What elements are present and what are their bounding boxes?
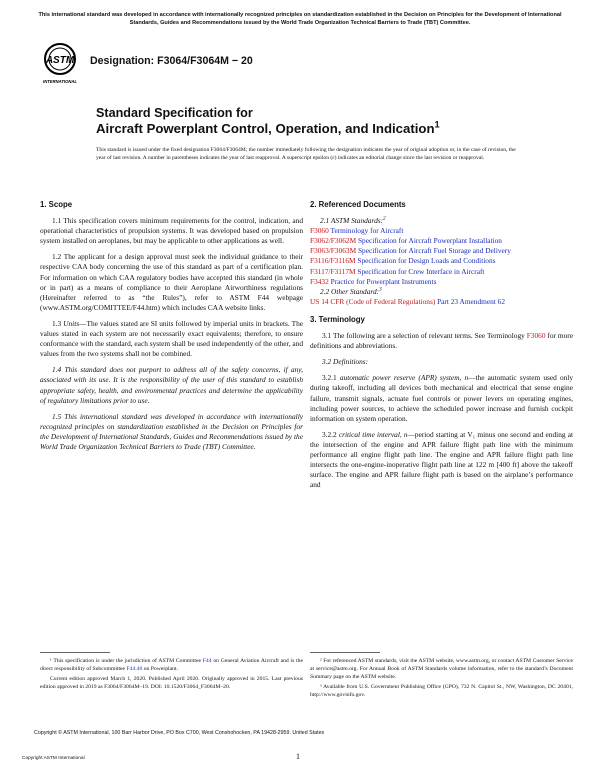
footnote-divider [40,652,110,653]
title-block [96,106,556,137]
designation: Designation: F3064/F3064M − 20 [90,55,253,67]
ref-code[interactable]: F3062/F3062M [310,236,357,246]
def-text: —period starting at V₁ minus one second and ending at the intersection of the engine and APR failure flight path line with the minimum performance all engine flight path line. The engine and APR failure flight path line intersects the one-engine-inoperative flight path line at 122 m [400 ft] above the takeoff surface. The engine and APR failure flight path is based on the airplane’s performance and [310,429,573,490]
refs-heading: 2. Referenced Documents [310,200,406,209]
astm-standards-sup: 2 [383,215,386,222]
fn1-b: on General Aviation Aircraft and is the direct responsibility of Subcommittee [40,658,303,672]
ref-item[interactable] [310,226,573,236]
footnotes-right [310,652,573,701]
copyright-left: Copyright ASTM International [22,756,85,761]
issued-note: This standard is issued under the fixed designation F3064/F3064M; the number immediately following the designation indicates the year of original adoption or, in the case of revision, the year of last revision. A number in parentheses indicates the year of last reapproval. A superscript epsilon (ε) indicates an editorial change since the last revision or reapproval. [96,147,516,162]
def-text: —the automatic system used only during takeoff, including all devices both mechanical and electrical that sense engine failure, transmit signals, actuate fuel controls or power levers on operating engines, including power sources, to achieve the scheduled power increase and furnish cockpit information on system operation. [310,373,573,423]
ref-item[interactable] [310,277,573,287]
scope-p3-lead: 1.3 [52,318,64,328]
terminology-heading: 3. Terminology [310,314,365,324]
ref-title[interactable]: Specification for Design Loads and Conditions [355,256,496,266]
term-p1-a: 3.1 The following are a selection of relevant terms. See Terminology [322,331,527,341]
def-term: critical time interval, n [338,429,408,439]
logo-mark: ASTM [45,55,75,66]
ref-title[interactable]: Specification for Aircraft Fuel Storage and Delivery [356,246,511,256]
def-num: 3.2.2 [322,429,339,439]
astm-standards-text: 2.1 ASTM Standards: [320,216,384,226]
term-p1-link[interactable]: F3060 [526,331,546,341]
ref-code[interactable]: F3116/F3116M [310,256,356,266]
copyright-footer: Copyright © ASTM International, 100 Barr Harbor Drive, PO Box C700, West Conshohocken, PA 19428-2959. United States [34,730,325,736]
ref-title[interactable]: Terminology for Aircraft [328,226,404,236]
cfr-code[interactable]: US 14 CFR (Code of Federal Regulations) [310,296,436,306]
title-footnote-ref: 1 [434,119,440,130]
scope-p2: 1.2 The applicant for a design approval must seek the individual guidance to their respective CAA body concerning the use of this standard as part of a certification plan. For information on which CAA regulatory bodies have accepted this standard (in whole or in part) as a means of compliance to their Aeroplane Airworthiness regulations (Hereinafter referred to as “the Rules”), refer to ASTM F44 webpage (www.ASTM.org/COMITTEE/F44.htm) which includes CAA website links. [40,252,303,312]
ref-title[interactable]: Practice for Powerplant Instruments [328,276,437,286]
def-term: automatic power reserve (APR) system, n [339,373,469,383]
scope-p1: 1.1 This specification covers minimum requirements for the control, indication, and operational characteristics of propulsion systems. It was developed based on propulsion system installed on aeroplanes, but may be applicable to other applications as well. [40,216,303,246]
ref-item[interactable] [310,256,573,266]
ref-title[interactable]: Specification for Crew Interface in Aircraft [355,266,485,276]
title-line1: Standard Specification for [96,106,253,120]
ref-item[interactable] [310,267,573,277]
other-standard-text: 2.2 Other Standard: [320,286,380,296]
other-standard-label [310,287,573,297]
footnote-1-edition: Current edition approved March 1, 2020. Published April 2020. Originally approved in 2015. Last previous edition approved in 2019 as F3064/F3064M–19. DOI: 10.1520/F3064_F3064M–20. [40,676,303,690]
term-p1-b: for more definitions and abbreviations. [310,331,573,351]
astm-logo [40,42,80,86]
ref-code[interactable]: F3432 [310,276,329,286]
def-num: 3.2.1 [322,373,340,383]
term-p1 [310,331,573,351]
ref-code[interactable]: F3060 [310,226,329,236]
ref-code[interactable]: F3063/F3063M [310,246,357,256]
scope-p5: 1.5 This international standard was developed in accordance with internationally recognized principles on standardization established in the Decision on Principles for the Development of International Standards, Guides and Recommendations issued by the World Trade Organization Technical Barriers to Trade (TBT) Committee. [40,411,303,451]
footnote-2: ² For referenced ASTM standards, visit the ASTM website, www.astm.org, or contact ASTM Customer Service at service@astm.org. For Annual Book of ASTM Standards volume information, refer to the standard’s Document Summary page on the ASTM website. [310,658,573,680]
footnote-3: ³ Available from U.S. Government Publishing Office (GPO), 732 N. Capitol St., NW, Washington, DC 20401, http://www.govinfo.gov. [310,684,573,698]
astm-standards-label [310,216,573,226]
definitions-label: 3.2 Definitions: [322,357,369,367]
scope-heading: 1. Scope [40,200,73,209]
cfr-title[interactable]: Part 23 Amendment 62 [435,296,506,306]
scope-p3-label: Units [63,318,80,328]
ref-code[interactable]: F3117/F3117M [310,266,356,276]
scope-p3-rest: —The values stated are SI units followed by imperial units in brackets. The values stated in each system are not necessarily exact equivalents; therefore, to ensure conformance with the standard, each system shall be used independently of the other, and values from the two systems shall not be combined. [40,318,304,359]
scope-p3 [40,319,303,359]
logo-sub: INTERNATIONAL [43,79,77,84]
title-text: Aircraft Powerplant Control, Operation, and Indication [96,121,435,137]
fn1-c: on Powerplant. [142,666,178,672]
ref-item[interactable] [310,246,573,256]
definition-critical-time [310,430,573,491]
other-standard-sup: 3 [379,286,382,293]
right-column [310,200,573,496]
fn1-a: ¹ This specification is under the jurisdiction of ASTM Committee [50,658,203,664]
title-line2 [96,121,556,137]
fn1-link-f4440[interactable]: F44.40 [126,666,143,672]
definition-apr [310,373,573,423]
footnote-divider [310,652,380,653]
tbt-notice: This international standard was developed in accordance with internationally recognized principles on standardization established in the Decision on Principles for the Development of International Standards, Guides and Recommendations issued by the World Trade Organization Technical Barriers to Trade (TBT) Committee. [38,12,562,26]
left-column [40,200,303,458]
fn1-link-f44[interactable]: F44 [202,658,212,664]
footnotes-left [40,652,303,693]
ref-item[interactable] [310,236,573,246]
footnote-1 [40,657,303,673]
page-number: 1 [296,752,300,761]
scope-p4: 1.4 This standard does not purport to address all of the safety concerns, if any, associated with its use. It is the responsibility of the user of this standard to establish appropriate safety, health, and environmental practices and determine the applicability of regulatory limitations prior to use. [40,365,303,405]
ref-title[interactable]: Specification for Aircraft Powerplant Installation [356,236,502,246]
ref-item-cfr[interactable] [310,297,573,307]
